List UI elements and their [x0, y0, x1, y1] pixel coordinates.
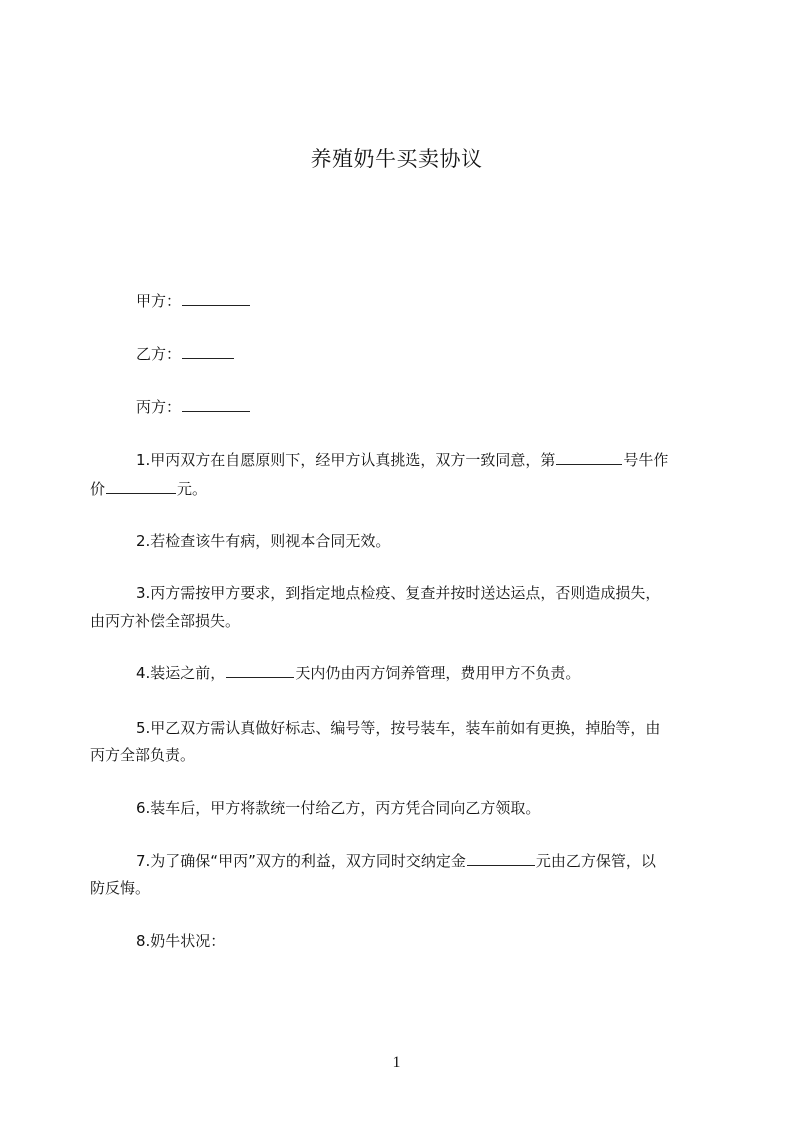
clause-6-line — [136, 794, 540, 822]
clause-7-text-b: 元由乙方保管，以 — [535, 852, 656, 870]
clause-3-text-b: 由丙方补偿全部损失。 — [90, 612, 241, 630]
party-bing-blank[interactable] — [182, 395, 250, 412]
clause-5-line-2 — [90, 741, 195, 769]
clause-1-text-a: 1.甲丙双方在自愿原则下，经甲方认真挑选，双方一致同意，第 — [136, 451, 556, 469]
clause-7-line-2 — [90, 874, 150, 902]
clause-5-line-1 — [136, 714, 660, 742]
party-jia-blank[interactable] — [182, 289, 250, 306]
clause-3-text-a: 3.丙方需按甲方要求，到指定地点检疫、复查并按时送达运点，否则造成损失， — [136, 584, 661, 602]
clause-1-text-d: 元。 — [177, 480, 208, 498]
clause-1-text-b: 号牛作 — [623, 451, 669, 469]
clause-1-text-c: 价 — [90, 480, 106, 498]
clause-7-text-c: 防反悔。 — [90, 879, 151, 897]
party-yi-label: 乙方： — [136, 345, 182, 363]
clause-1-price-blank[interactable] — [106, 477, 176, 494]
clause-2-text: 2.若检查该牛有病，则视本合同无效。 — [136, 532, 391, 550]
clause-3-line-2 — [90, 607, 240, 635]
clause-4-days-blank[interactable] — [226, 661, 294, 678]
clause-4-line — [136, 659, 580, 687]
clause-7-text-a: 7.为了确保“甲丙”双方的利益，双方同时交纳定金 — [136, 852, 466, 870]
party-bing-line — [136, 393, 251, 421]
document-title: 养殖奶牛买卖协议 — [310, 147, 483, 171]
clause-4-text-a: 4.装运之前， — [136, 664, 226, 682]
clause-5-text-a: 5.甲乙双方需认真做好标志、编号等，按号装车，装车前如有更换，掉胎等，由 — [136, 719, 661, 737]
clause-2-line — [136, 527, 390, 555]
clause-8-text: 8.奶牛状况： — [136, 932, 226, 950]
clause-4-text-b: 天内仍由丙方饲养管理，费用甲方不负责。 — [295, 664, 581, 682]
party-yi-line — [136, 340, 235, 368]
clause-3-line-1 — [136, 579, 660, 607]
clause-5-text-b: 丙方全部负责。 — [90, 746, 196, 764]
party-jia-label: 甲方： — [136, 292, 182, 310]
clause-1-line-2 — [90, 475, 207, 503]
page-number: 1 — [392, 1054, 401, 1071]
clause-6-text: 6.装车后，甲方将款统一付给乙方，丙方凭合同向乙方领取。 — [136, 799, 541, 817]
clause-1-line-1 — [136, 446, 668, 474]
party-jia-line — [136, 287, 251, 315]
party-bing-label: 丙方： — [136, 398, 182, 416]
party-yi-blank[interactable] — [182, 342, 234, 359]
clause-7-line-1 — [136, 847, 656, 875]
clause-1-cow-number-blank[interactable] — [556, 448, 622, 465]
clause-8-line — [136, 927, 225, 955]
clause-7-deposit-blank[interactable] — [467, 849, 535, 866]
